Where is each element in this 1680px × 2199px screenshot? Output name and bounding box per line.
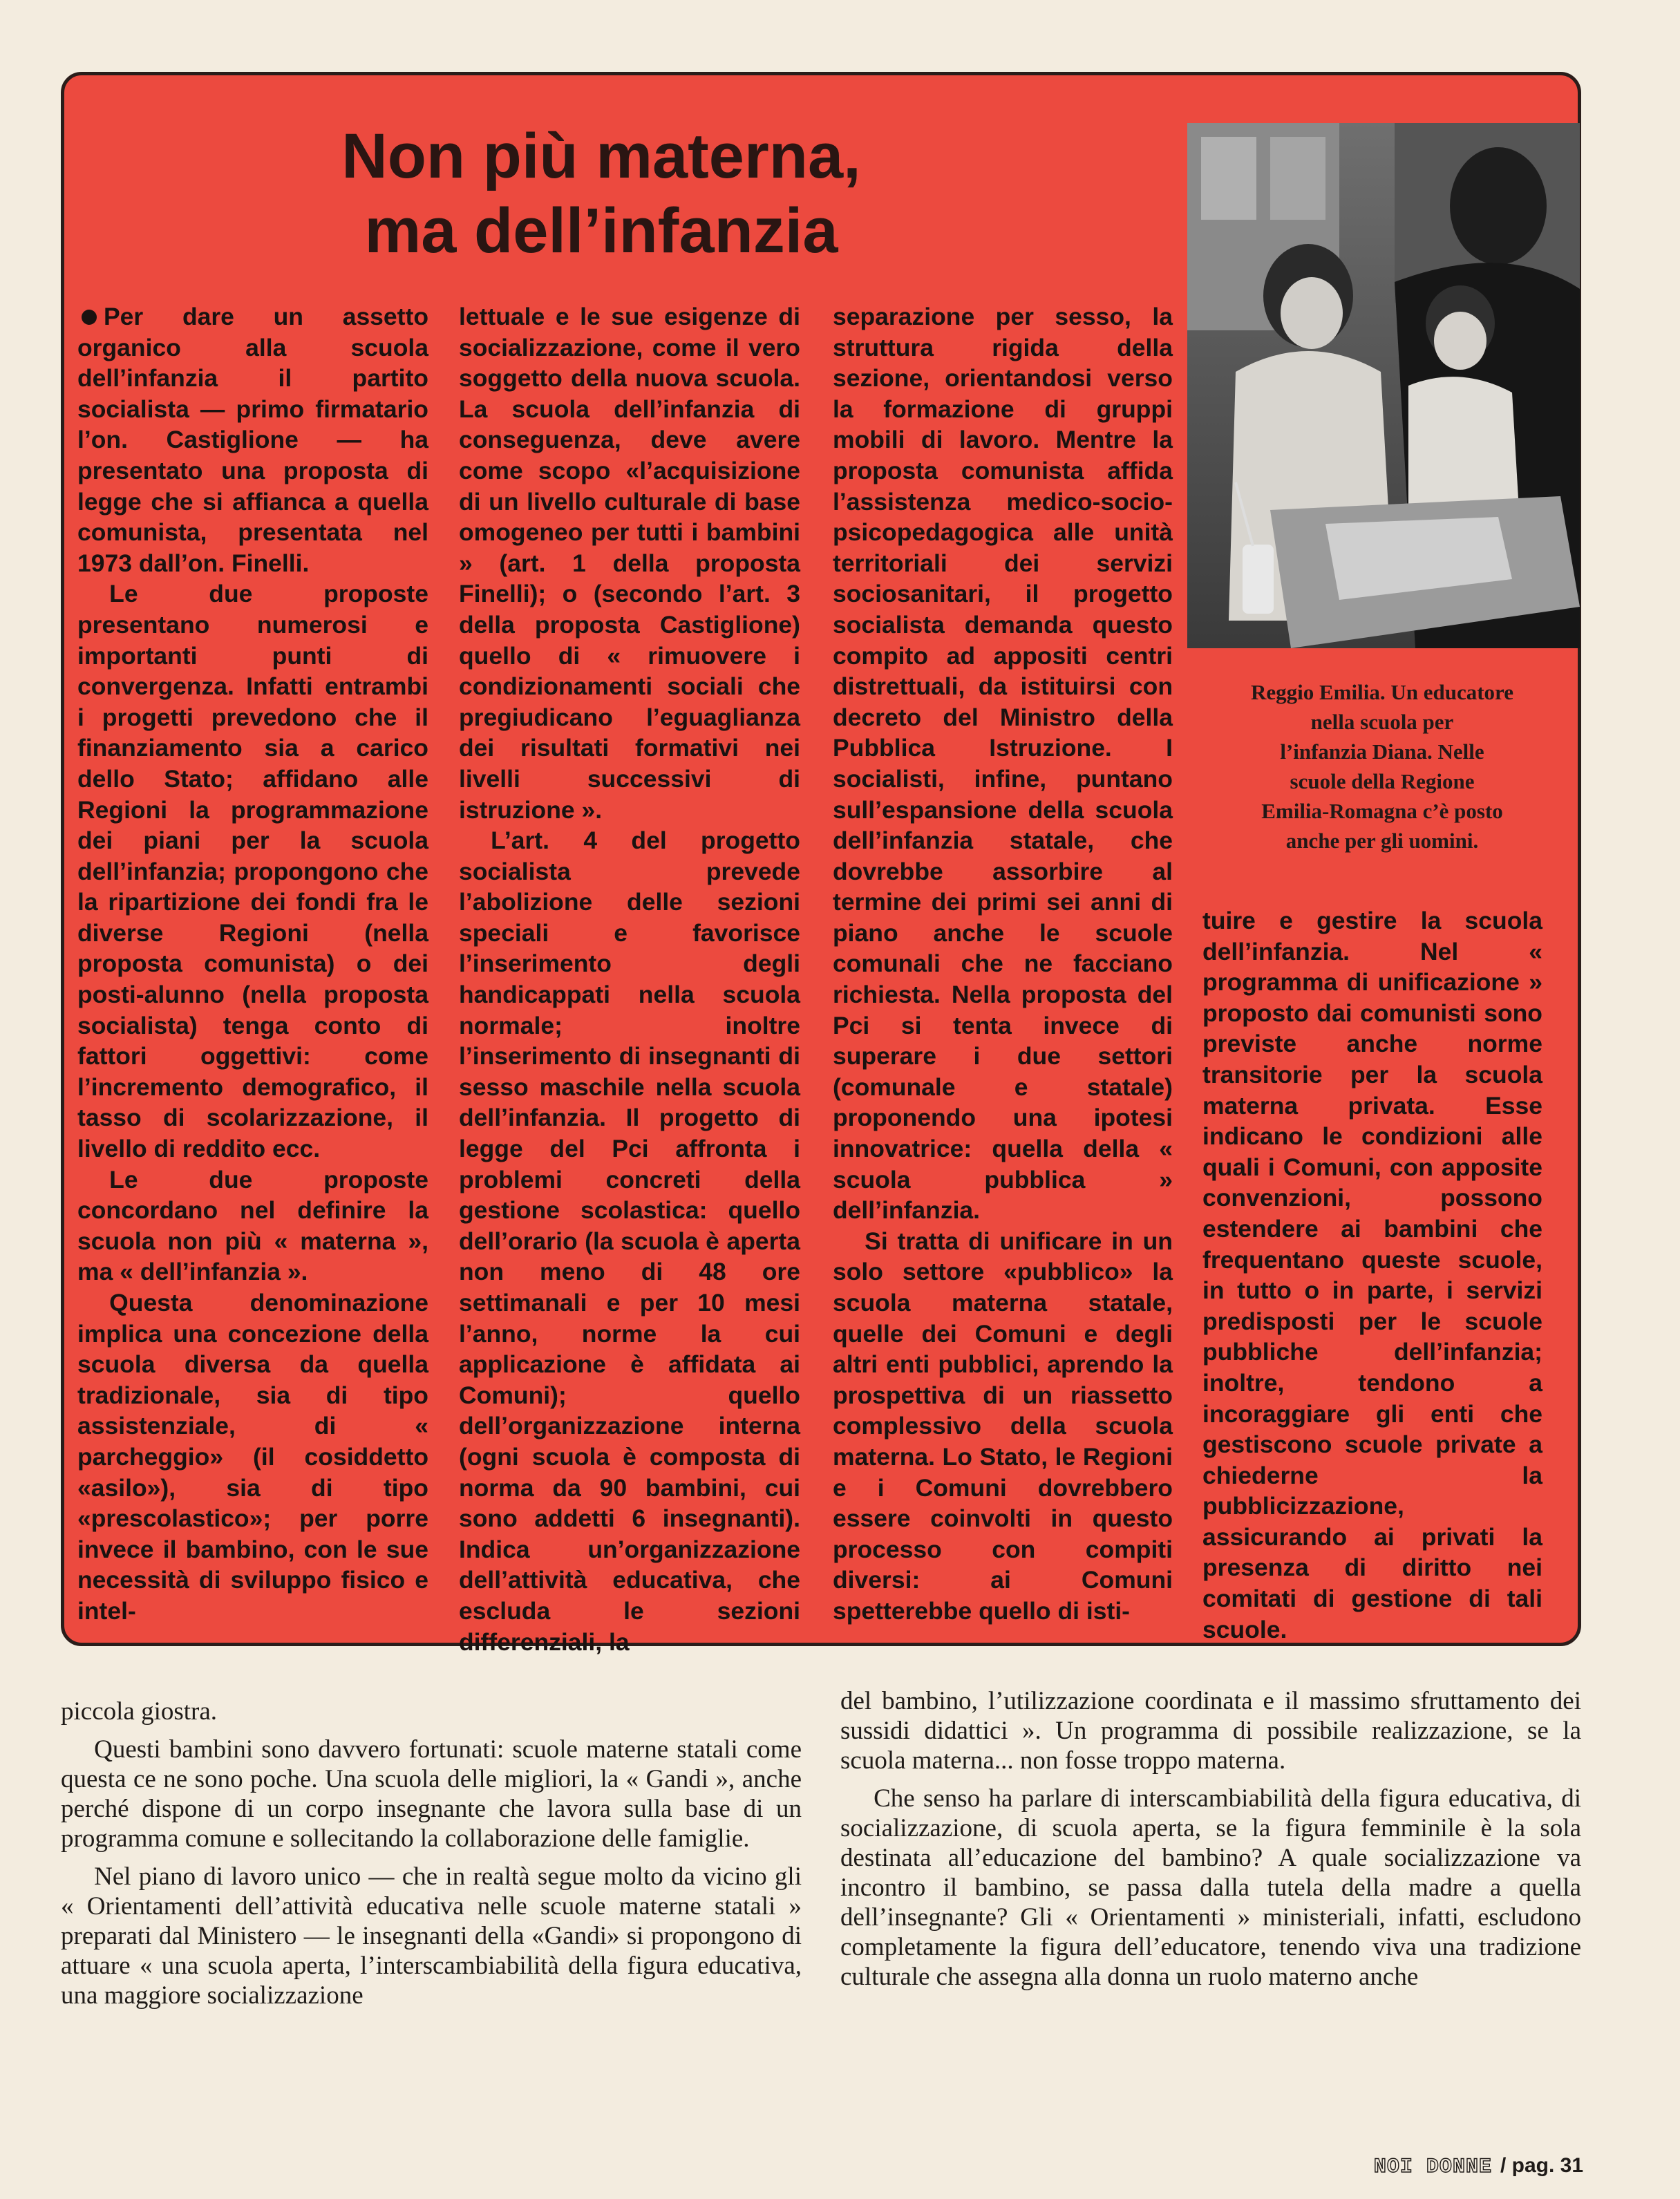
headline-line: Non più materna, [341, 121, 861, 191]
page-number: / pag. 31 [1500, 2154, 1583, 2177]
paragraph-text: Per dare un assetto organico alla scuola dell’infanzia il partito socialista — primo firmatario l’on. Castiglione — ha presentato una proposta di legge che si affianca a quella comunista, presentata nel 1973 dall’on. Finelli. [77, 303, 428, 577]
caption-line: l’infanzia Diana. Nelle [1280, 739, 1484, 764]
box-paragraph: Le due proposte concordano nel definire la scuola non più « materna », ma « dell’infanzia ». [77, 1165, 428, 1286]
box-column-4 [1202, 905, 1542, 1645]
article-paragraph: Nel piano di lavoro unico — che in realtà segue molto da vicino gli « Orientamenti dell’attività educativa nelle scuole materne statali » preparati dal Ministero — le insegnanti della «Gandi» si propongono di attuare « una scuola aperta, l’interscambiabilità della figura educativa, una maggiore socializzazione [61, 1862, 802, 2010]
box-paragraph: L’art. 4 del progetto socialista prevede l’abolizione delle sezioni speciali e favorisce l’inserimento degli handicappati nella scuola normale; inoltre l’inserimento di insegnanti di sesso maschile nella scuola dell’infanzia. Il progetto di legge del Pci affronta i problemi concreti della gestione scolastica: quello dell’orario (la scuola è aperta non meno di 48 ore settimanali e per 10 mesi l’anno, norme la cui applicazione è affidata ai Comuni); quello dell’organizzazione interna (ogni scuola è composta di norma da 90 bambini, cui sono addetti 6 insegnanti). Indica un’organizzazione dell’attività educativa, che escluda le sezioni differenziali, la [459, 827, 800, 1656]
box-paragraph: separazione per sesso, la struttura rigida della sezione, orientandosi verso la formazione di gruppi mobili di lavoro. Mentre la proposta comunista affida l’assistenza medico-socio-psicopedagogica alle unità territoriali dei servizi sociosanitari, il progetto socialista demanda questo compito ad appositi centri distrettuali, da istituirsi con decreto del Ministro della Pubblica Istruzione. I socialisti, infine, puntano sull’espansione della scuola dell’infanzia statale, che dovrebbe assorbire al termine dei primi sei anni di piano anche le scuole comunali che ne facciano richiesta. Nella proposta del Pci si tenta invece di superare i due settori (comunale e statale) proponendo una ipotesi innovatrice: quella della « scuola pubblica » dell’infanzia. [833, 303, 1173, 1225]
article-paragraph: Che senso ha parlare di interscambiabilità della figura educativa, di socializzazione, di scuola aperta, se la figura femminile è la sola destinata all’educazione del bambino? A quale socializzazione va incontro il bambino, se passa dalla tutela della madre a quella dell’insegnante? Gli « Orientamenti » ministeriali, infatti, escludono completamente la figura dell’educatore, tenendo viva una tradizione culturale che assegna alla donna un ruolo materno anche [840, 1784, 1581, 1991]
box-paragraph [77, 301, 428, 578]
headline-line: ma dell’infanzia [364, 196, 838, 266]
caption-line: nella scuola per [1310, 710, 1454, 734]
article-paragraph: Questi bambini sono davvero fortunati: scuole materne statali come questa ce ne sono poche. Una scuola delle migliori, la « Gandi », anche perché dispone di un corpo insegnante che lavora sulla base di un programma comune e sollecitando la collaborazione delle famiglie. [61, 1735, 802, 1853]
article-paragraph: del bambino, l’utilizzazione coordinata e il massimo sfruttamento dei sussidi didattici ». Un programma di possibile realizzazione, se la scuola materna... non fosse troppo materna. [840, 1687, 1581, 1775]
caption-line: Reggio Emilia. Un educatore [1250, 680, 1513, 704]
caption-line: scuole della Regione [1290, 769, 1475, 793]
box-paragraph: Questa denominazione implica una concezione della scuola diversa da quella tradizionale, sia di tipo assistenziale, di « parcheggio» (il cosiddetto «asilo»), sia di tipo «prescolastico»; per porre invece il bambino, con le sue necessità di sviluppo fisico e intel- [77, 1289, 428, 1625]
headline [131, 119, 1071, 268]
page-footer [1374, 2154, 1583, 2179]
box-paragraph: lettuale e le sue esigenze di socializzazione, come il vero soggetto della nuova scuola. La scuola dell’infanzia di conseguenza, deve avere come scopo «l’acquisizione di un livello culturale di base omogeneo per tutti i bambini » (art. 1 della proposta Finelli); o (secondo l’art. 3 della proposta Castiglione) quello di « rimuovere i condizionamenti sociali che pregiudicano l’eguaglianza dei risultati formativi nei livelli successivi di istruzione ». [459, 303, 800, 824]
box-column-2 [459, 301, 800, 1657]
bullet-icon [82, 310, 97, 325]
box-column-3 [833, 301, 1173, 1627]
classroom-photo [1187, 123, 1580, 648]
box-paragraph: Si tratta di unificare in un solo settore «pubblico» la scuola materna statale, quelle dei Comuni e degli altri enti pubblici, aprendo la prospettiva di un riassetto complessivo della scuola materna. Lo Stato, le Regioni e i Comuni dovrebbero essere coinvolti in questo processo con compiti diversi: ai Comuni spetterebbe quello di isti- [833, 1227, 1173, 1625]
article-paragraph: piccola giostra. [61, 1697, 218, 1726]
magazine-logo: NOI DONNE [1373, 2155, 1492, 2179]
box-column-1 [77, 301, 428, 1627]
article-column-1 [61, 1697, 802, 2019]
photo-illustration [1187, 123, 1580, 648]
caption-line: anche per gli uomini. [1285, 829, 1479, 853]
caption-line: Emilia-Romagna c’è posto [1261, 799, 1503, 823]
article-column-2 [840, 1686, 1581, 2000]
box-paragraph: tuire e gestire la scuola dell’infanzia. Nel « programma di unificazione » proposto dai comunisti sono previste anche norme transitorie per la scuola materna privata. Esse indicano le condizioni alle quali i Comuni, con apposite convenzioni, possono estendere ai bambini che frequentano queste scuole, in tutto o in parte, i servizi predisposti per le scuole pubbliche dell’infanzia; inoltre, tendono a incoraggiare gli enti che gestiscono scuole private a chiederne la pubblicizzazione, assicurando ai privati la presenza di diritto nei comitati di gestione di tali scuole. [1202, 907, 1542, 1643]
photo-caption [1202, 677, 1562, 856]
box-paragraph: Le due proposte presentano numerosi e importanti punti di convergenza. Infatti entrambi i progetti prevedono che il finanziamento sia a carico dello Stato; affidano alle Regioni la programmazione dei piani per la scuola dell’infanzia; propongono che la ripartizione dei fondi fra le diverse Regioni (nella proposta comunista) o dei posti-alunno (nella proposta socialista) tenga conto di fattori oggettivi: come l’incremento demografico, il tasso di scolarizzazione, il livello di reddito ecc. [77, 580, 428, 1163]
